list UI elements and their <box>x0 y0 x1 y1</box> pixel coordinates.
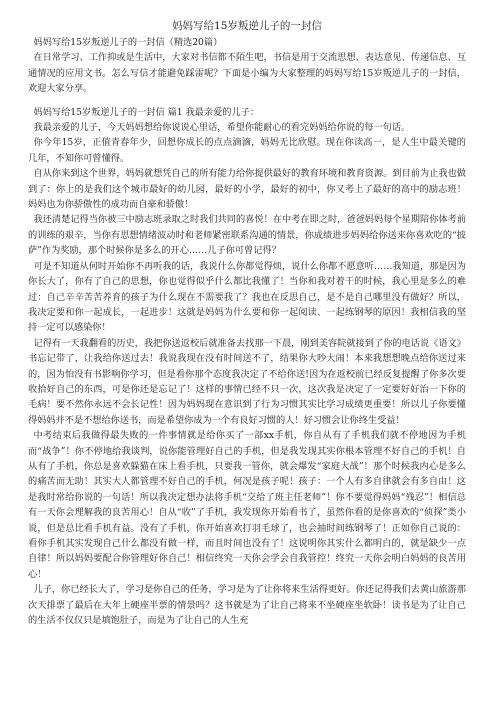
body-paragraph: 自从你来到这个世界，妈妈就想凭自己的所有能力给你提供最好的教育环境和教育资源。到目前为止我也做到了：你上的是我们这个城市最好的幼儿园，最好的小学，最好的初中，你又考上了最好的高中的励志班！妈妈也为你骄傲性的成功而自豪和骄傲！ <box>28 168 466 211</box>
document-title: 妈妈写给15岁叛逆儿子的一封信 <box>172 20 322 32</box>
intro-paragraph: 在日常学习、工作抑或是生活中，大家对书信都不陌生吧，书信是用于交流思想、表达意见、传递信息、互通情况的应用文书。怎么写信才能避免踩雷呢？下面是小编为大家整理的妈妈写给15岁叛逆儿子的一封信，欢迎大家分享。 <box>28 52 466 95</box>
body-paragraph: 记得有一天我翻看的历史，我把你送返校后就准备去找那一下晨，刚到美容院就接到了你的电话说《语文》书忘记带了，让我给你送过去！我说我现在没有时间送不了，结果你大吵大闹！本来我想想晚点给你送过来的，因为怕没有书影响你学习，但是看你那个态度我决定了不给你送!因为在返校前已经反复提醒了你多次要收拾好自己的东西，可是你还是忘记了！这样的事情已经不只一次，这次我是决定了一定要好好治一下你的毛病！要不然你永远不会长记性！因为妈妈现在意识到了行为习惯其实比学习成绩更重要！所以儿子你要懂得妈妈并不是不想给你送书，而是希望你成为一个有良好习惯的人！好习惯会让你终生受益！ <box>28 337 466 426</box>
body-paragraph: 我还清楚记得当你被三中励志班录取之时我们共同的喜悦！在中考在即之时，爸爸妈妈每个星期陪你体考前的训练的艰辛，当你有思想情绪波动时和老师紧密联系沟通的情景，你成绩进步妈妈给你送来你喜欢吃的“披萨”作为奖励，那个时候你是多么的开心……儿子你可曾记得？ <box>28 214 466 257</box>
spacer <box>28 97 466 105</box>
body-paragraph: 儿子，你已经长大了，学习是你自己的任务，学习是为了让你将来生活得更好。你还记得我们去黄山旅游那次天排票了最后在大年上硬座半票的情景吗？这书就是为了让自己将来不坐硬座坐软卧！读书是为了让自己的生活不仅仅只是填饱肚子，而是为了让自己的人生充 <box>28 584 466 627</box>
document-subtitle: 妈妈写给15岁叛逆儿子的一封信（精选20篇） <box>33 37 223 48</box>
body-paragraph: 可是不知道从何时开始你不再听我的话，我说什么你都觉得烦，说什么你都不愿意听……我知道，那是因为你长大了，你有了自己的思想，你也觉得似乎什么都比我懂了！当你和我对着干的时候，我心里是多么的难过：自己辛辛苦苦养育的孩子为什么现在不需要我了？我也在反思自己，是不是自己哪里没有做好？所以，我决定要和你一起成长，一起进步！这就是妈妈为什么要和你一起阅读、一起练钢琴的原因！我相信我的坚持一定可以感染你！ <box>28 260 466 334</box>
body-paragraph: 你今年15岁，正值青春年少，回想你成长的点点滴滴，妈妈无比欣慰。现在你读高一，是人生中最关键的几年，不知你可曾懂得。 <box>28 137 466 164</box>
section-heading: 妈妈写给15岁叛逆儿子的一封信 篇1 我最亲爱的儿子： <box>33 106 260 118</box>
body-paragraph: 中考结束后我做得最失败的一件事情就是给你买了一部xx手机，你自从有了手机我们就不停地因为手机而“战争”！你不停地给我谈判，说你能管理好自己的手机，但是我发现其实你根本管理不好自己的手机！自从有了手机，你总是喜欢躲猫在床上看手机，只要我一管你，就会爆发“家庭大战”！那个时候我内心是多么的痛苦而无助！其实大人都管理不好自己的手机，何况是孩子呢！孩子：一个人有多自律就会有多自由！这是我时常给你说的一句话！所以我决定想办法将手机“交给了班主任老师”！你不要觉得妈妈“残忍”！相信总有一天你会理解我的良苦用心！自从“收”了手机，我发现你开始看书了，虽然你看的是你喜欢的“侦探”类小说，但是总比看手机有益。没有了手机，你开始喜欢打羽毛球了，也会抽时间练钢琴了！正如你自己说的：看你手机其实发现自己什么都没有做一样，而且时间也没有了！这说明你其实什么都明白的，就是缺少一点自律！所以妈妈要配合你管理好你自己！相信终究一天你会学会自我管控！终究一天你会明白妈妈的良苦用心！ <box>28 430 466 580</box>
greeting-paragraph: 我最亲爱的儿子，今天妈妈想给你说说心里话，希望你能耐心的看完妈妈给你说的每一句话。 <box>33 122 411 134</box>
